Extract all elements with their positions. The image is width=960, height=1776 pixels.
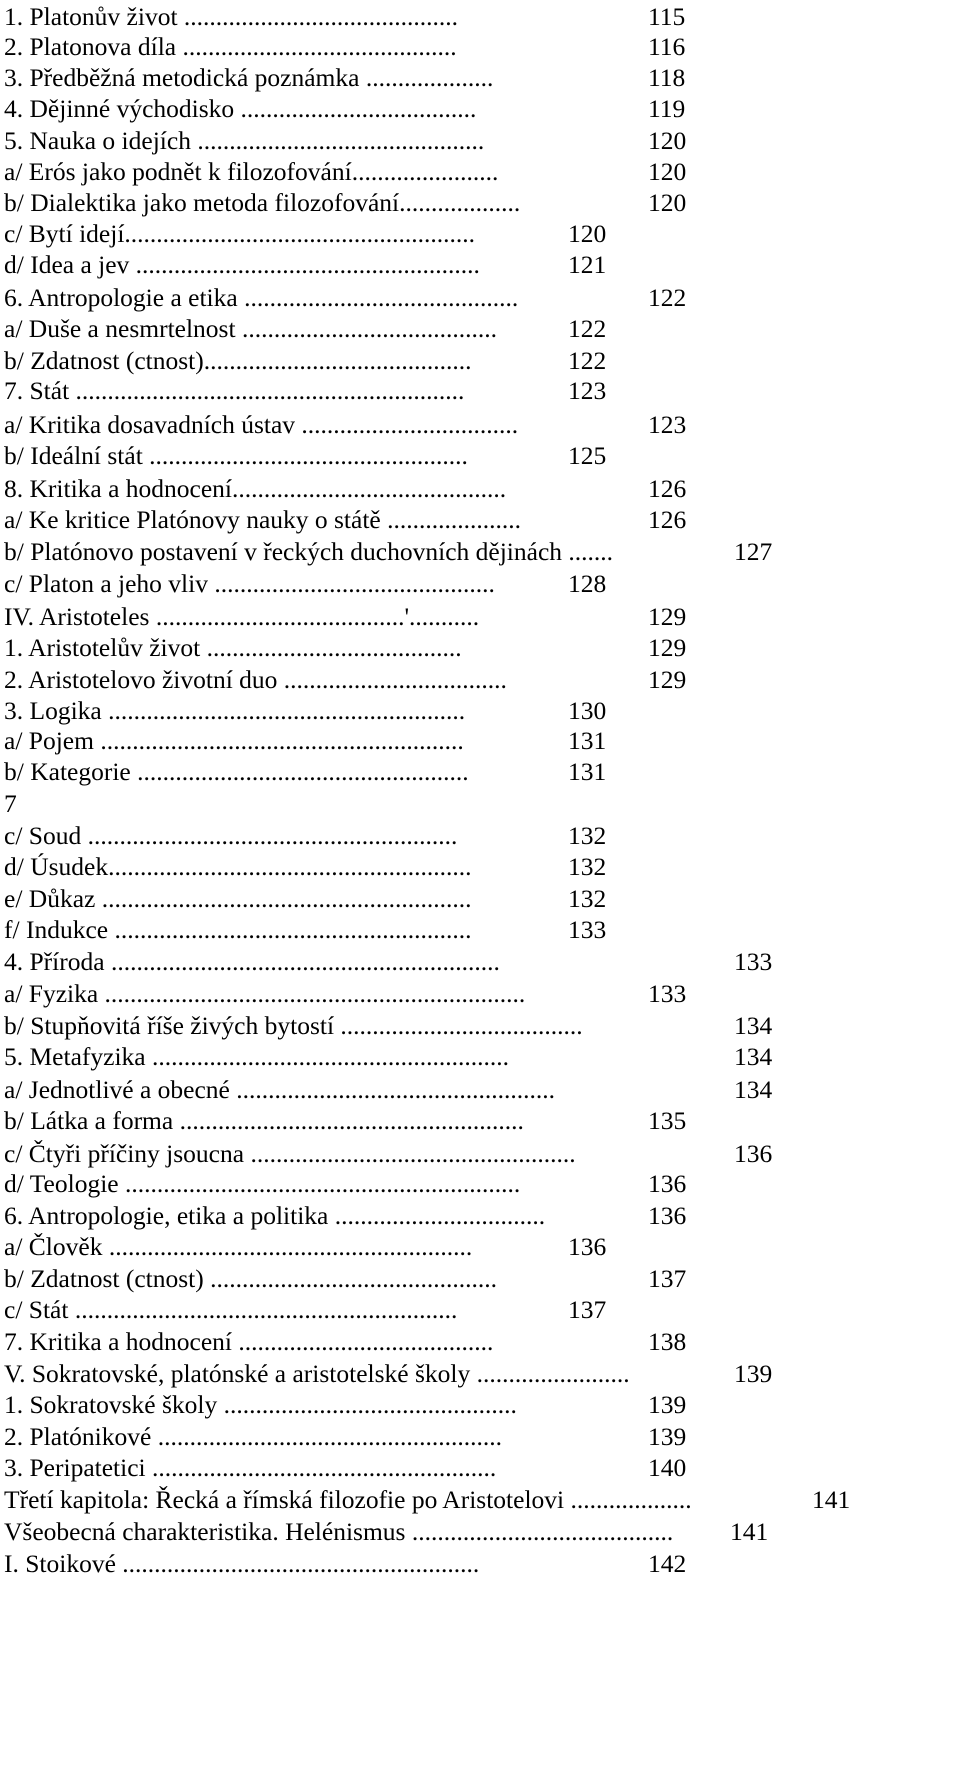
toc-entry-label: 5. Nauka o idejích ............................................. (4, 126, 485, 155)
toc-entry-label: 3. Logika ........................................................ (4, 696, 466, 725)
toc-entry-page-number: 128 (568, 569, 607, 598)
toc-entry-page-number: 131 (568, 757, 607, 786)
toc-entry-label: c/ Platon a jeho vliv ............................................ (4, 569, 495, 598)
toc-entry-page-number: 122 (648, 283, 687, 312)
toc-entry-label: 2. Aristotelovo životní duo ................................... (4, 665, 507, 694)
toc-entry-page-number: 135 (648, 1106, 687, 1135)
toc-entry-label: V. Sokratovské, platónské a aristotelské školy ........................ (4, 1359, 630, 1388)
toc-entry-label: 7 (4, 789, 17, 818)
toc-entry-page-number: 141 (730, 1517, 769, 1546)
toc-entry-label: c/ Bytí idejí....................................................... (4, 219, 476, 248)
toc-entry-label: b/ Stupňovitá říše živých bytostí ...................................... (4, 1011, 583, 1040)
toc-entry-label: a/ Kritika dosavadních ústav .................................. (4, 410, 519, 439)
toc-entry-label: 4. Dějinné východisko ..................................... (4, 94, 477, 123)
toc-entry-page-number: 138 (648, 1327, 687, 1356)
toc-entry-page-number: 141 (812, 1485, 851, 1514)
toc-entry-label: a/ Ke kritice Platónovy nauky o státě ..................... (4, 505, 521, 534)
toc-entry-label: I. Stoikové ........................................................ (4, 1549, 480, 1578)
toc-entry-label: 3. Peripatetici ...................................................... (4, 1453, 497, 1482)
toc-entry-page-number: 123 (648, 410, 687, 439)
toc-entry-label: 1. Sokratovské školy .............................................. (4, 1390, 517, 1419)
toc-entry-page-number: 133 (734, 947, 773, 976)
toc-entry-page-number: 132 (568, 884, 607, 913)
toc-entry-label: a/ Pojem ......................................................... (4, 726, 464, 755)
toc-entry-page-number: 136 (568, 1232, 607, 1261)
toc-entry-page-number: 132 (568, 852, 607, 881)
toc-entry-label: 2. Platónikové ...................................................... (4, 1422, 502, 1451)
toc-entry-label: 8. Kritika a hodnocení........................................... (4, 474, 507, 503)
toc-entry-page-number: 139 (648, 1422, 687, 1451)
toc-entry-page-number: 118 (648, 63, 686, 92)
toc-entry-page-number: 120 (648, 126, 687, 155)
toc-entry-label: b/ Látka a forma ...................................................... (4, 1106, 524, 1135)
toc-entry-label: f/ Indukce ........................................................ (4, 915, 472, 944)
toc-entry-page-number: 115 (648, 2, 686, 31)
toc-entry-label: d/ Teologie .............................................................. (4, 1169, 521, 1198)
toc-entry-page-number: 134 (734, 1011, 773, 1040)
toc-entry-page-number: 127 (734, 537, 773, 566)
toc-entry-page-number: 126 (648, 505, 687, 534)
toc-entry-label: Všeobecná charakteristika. Helénismus ......................................... (4, 1517, 674, 1546)
toc-entry-page-number: 139 (648, 1390, 687, 1419)
toc-entry-label: 1. Aristotelův život ........................................ (4, 633, 462, 662)
toc-entry-page-number: 123 (568, 376, 607, 405)
toc-entry-label: d/ Idea a jev ...................................................... (4, 250, 480, 279)
toc-entry-page-number: 132 (568, 821, 607, 850)
toc-entry-label: d/ Úsudek......................................................... (4, 852, 472, 881)
toc-entry-label: 1. Platonův život ........................................... (4, 2, 459, 31)
toc-entry-page-number: 131 (568, 726, 607, 755)
toc-entry-label: c/ Soud .......................................................... (4, 821, 458, 850)
toc-entry-label: 7. Stát ............................................................. (4, 376, 465, 405)
toc-entry-page-number: 133 (648, 979, 687, 1008)
toc-entry-page-number: 129 (648, 602, 687, 631)
toc-entry-page-number: 136 (648, 1201, 687, 1230)
toc-entry-label: e/ Důkaz .......................................................... (4, 884, 472, 913)
toc-entry-page-number: 120 (568, 219, 607, 248)
toc-entry-label: b/ Platónovo postavení v řeckých duchovních dějinách ....... (4, 537, 614, 566)
toc-entry-page-number: 133 (568, 915, 607, 944)
toc-entry-page-number: 121 (568, 250, 607, 279)
toc-entry-label: b/ Zdatnost (ctnost) ............................................. (4, 1264, 497, 1293)
toc-entry-page-number: 116 (648, 32, 686, 61)
toc-entry-page-number: 129 (648, 665, 687, 694)
toc-entry-label: a/ Člověk ......................................................... (4, 1232, 473, 1261)
toc-entry-page-number: 134 (734, 1075, 773, 1104)
toc-entry-label: b/ Zdatnost (ctnost).......................................... (4, 346, 472, 375)
toc-entry-label: a/ Erós jako podnět k filozofování....................... (4, 157, 499, 186)
toc-entry-page-number: 136 (648, 1169, 687, 1198)
toc-entry-page-number: 129 (648, 633, 687, 662)
toc-entry-page-number: 139 (734, 1359, 773, 1388)
toc-entry-page-number: 134 (734, 1042, 773, 1071)
toc-entry-label: 3. Předběžná metodická poznámka .................... (4, 63, 494, 92)
toc-entry-label: a/ Duše a nesmrtelnost ........................................ (4, 314, 497, 343)
toc-entry-label: b/ Ideální stát .................................................. (4, 441, 468, 470)
toc-entry-page-number: 137 (648, 1264, 687, 1293)
toc-entry-label: Třetí kapitola: Řecká a římská filozofie po Aristotelovi ................... (4, 1485, 692, 1514)
toc-entry-page-number: 120 (648, 157, 687, 186)
toc-entry-label: c/ Stát ............................................................ (4, 1295, 458, 1324)
toc-entry-page-number: 125 (568, 441, 607, 470)
toc-entry-page-number: 126 (648, 474, 687, 503)
toc-entry-page-number: 122 (568, 314, 607, 343)
toc-entry-label: c/ Čtyři příčiny jsoucna ................................................... (4, 1139, 576, 1168)
toc-entry-label: 6. Antropologie a etika ........................................... (4, 283, 519, 312)
toc-entry-page-number: 122 (568, 346, 607, 375)
toc-entry-page-number: 120 (648, 188, 687, 217)
toc-entry-label: b/ Kategorie .................................................... (4, 757, 469, 786)
toc-entry-page-number: 140 (648, 1453, 687, 1482)
toc-entry-label: a/ Jednotlivé a obecné .................................................. (4, 1075, 555, 1104)
toc-entry-label: 7. Kritika a hodnocení ........................................ (4, 1327, 494, 1356)
toc-entry-label: 6. Antropologie, etika a politika ................................. (4, 1201, 546, 1230)
toc-entry-page-number: 142 (648, 1549, 687, 1578)
toc-entry-label: b/ Dialektika jako metoda filozofování................... (4, 188, 521, 217)
toc-entry-page-number: 130 (568, 696, 607, 725)
toc-entry-page-number: 136 (734, 1139, 773, 1168)
toc-entry-page-number: 119 (648, 94, 686, 123)
toc-entry-label: a/ Fyzika .................................................................. (4, 979, 526, 1008)
toc-entry-label: IV. Aristoteles .......................................'........... (4, 602, 480, 631)
toc-entry-label: 4. Příroda ............................................................. (4, 947, 500, 976)
toc-entry-page-number: 137 (568, 1295, 607, 1324)
toc-entry-label: 5. Metafyzika ........................................................ (4, 1042, 509, 1071)
toc-entry-label: 2. Platonova díla ........................................... (4, 32, 457, 61)
